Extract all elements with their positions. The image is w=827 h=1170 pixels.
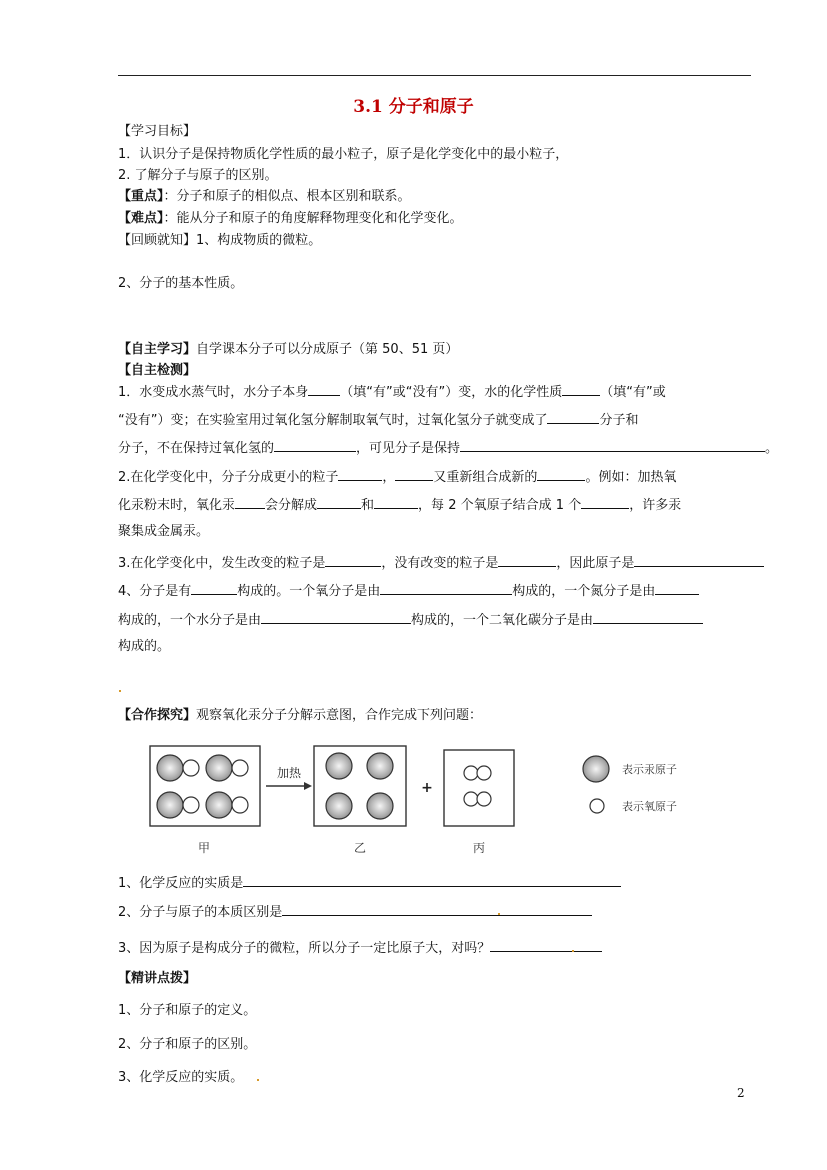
jingjiang-point-2: 2、分子和原子的区别。 (118, 1037, 257, 1052)
jingjiang-point-1: 1、分子和原子的定义。 (118, 1003, 257, 1018)
page-title: 3.1 分子和原子 (353, 97, 474, 117)
arrow-head (304, 782, 312, 790)
label-yi: 乙 (353, 841, 367, 855)
legend-oxygen-label: 表示氧原子 (622, 800, 677, 813)
q2-text-k: 1 (555, 498, 565, 513)
self-study-text: 自学课本分子可以分成原子（第 50、51 页） (196, 342, 459, 357)
q4-text-e: 构成的，一个二氧化碳分子是由 (411, 613, 594, 628)
q1-text-a: 1．水变成水蒸气时，水分子本身 (118, 385, 309, 400)
plus-sign: + (421, 780, 433, 796)
label-jia: 甲 (197, 841, 211, 855)
mercury-atom (206, 792, 232, 818)
arrow-label: 加热 (276, 766, 302, 780)
q1-text-h: 。 (765, 441, 779, 456)
q4-text-c: 构成的，一个氮分子是由 (512, 584, 656, 599)
stray-dot (498, 913, 500, 915)
q4-text-b: 构成的。一个氧分子是由 (237, 584, 381, 599)
mercury-atom (157, 792, 183, 818)
key-text: ：分子和原子的相似点、根本区别和联系。 (163, 189, 411, 204)
q1-text-f: 分子，不在保持过氧化氢的 (118, 441, 275, 456)
coop-q1-text: 1、化学反应的实质是 (118, 876, 244, 891)
page-number: 2 (737, 1086, 745, 1100)
coop-q3 (118, 938, 602, 958)
q1-text-b: （填“有”或“没有”）变，水的化学性质 (340, 385, 563, 400)
jingjiang-heading: 【精讲点拨】 (118, 971, 197, 986)
review-label: 【回顾就知】 (118, 233, 197, 248)
mercury-atom (367, 753, 393, 779)
q2-text-m: ，许多汞 (629, 498, 682, 513)
coop-q2 (118, 902, 592, 922)
box-bing (444, 750, 514, 826)
q2-text-e: 化汞粉末时，氧化汞 (118, 498, 236, 513)
q2-text-j: 个氧原子结合成 (460, 498, 552, 513)
q3-text-a: 3.在化学变化中，发生改变的粒子是 (118, 556, 326, 571)
self-study-label: 【自主学习】 (118, 342, 197, 357)
mercury-atom (326, 753, 352, 779)
coop-q2-text: 2、分子与原子的本质区别是 (118, 905, 283, 920)
objective-1: 1．认识分子是保持物质化学性质的最小粒子，原子是化学变化中的最小粒子， (118, 147, 569, 162)
q1-text-e: 分子和 (599, 413, 639, 428)
objective-2: 2. 了解分子与原子的区别。 (118, 168, 278, 183)
label-bing: 丙 (472, 841, 486, 855)
q4-line-3: 构成的。 (118, 639, 171, 654)
q2-text-d: 。例如：加热氧 (585, 470, 677, 485)
coop-text: 观察氧化汞分子分解示意图，合作完成下列问题： (196, 708, 483, 723)
oxygen-atom (464, 792, 478, 806)
q1-text-g: ，可见分子是保持 (356, 441, 461, 456)
oxygen-atom (464, 766, 478, 780)
legend-oxygen-icon (590, 799, 604, 813)
review-text: 1、构成物质的微粒。 (196, 233, 322, 248)
q3-text-c: ，因此原子是 (556, 556, 635, 571)
mercury-atom (157, 755, 183, 781)
legend-mercury-icon (583, 756, 609, 782)
mercury-atom (326, 793, 352, 819)
q1-text-c: （填“有”或 (600, 385, 666, 400)
q2-text-h: ，每 (418, 498, 445, 513)
blank[interactable] (243, 873, 621, 887)
key-label: 【重点】 (118, 189, 164, 204)
difficult-text: ：能从分子和原子的角度解释物理变化和化学变化。 (163, 211, 463, 226)
coop-label: 【合作探究】 (118, 708, 197, 723)
q4-text-d: 构成的，一个水分子是由 (118, 613, 262, 628)
jingjiang-point-3: 3、化学反应的实质。 (118, 1070, 244, 1085)
q2-text-i: 2 (448, 498, 457, 513)
mercury-atom (367, 793, 393, 819)
q2-text-l: 个 (568, 498, 582, 513)
q2-text-b: ， (382, 470, 396, 485)
q2-text-f: 会分解成 (265, 498, 318, 513)
q2-text-g: 和 (361, 498, 375, 513)
mercury-atom (206, 755, 232, 781)
oxygen-atom (232, 760, 248, 776)
box-yi (314, 746, 406, 826)
oxygen-atom (232, 797, 248, 813)
self-check-heading: 【自主检测】 (118, 363, 197, 378)
coop-q3-text: 3、因为原子是构成分子的微粒，所以分子一定比原子大，对吗？ (118, 941, 491, 956)
legend-mercury-label: 表示汞原子 (622, 763, 677, 776)
blank[interactable] (490, 938, 602, 952)
objectives-heading: 【学习目标】 (118, 124, 197, 139)
blank[interactable] (282, 902, 592, 916)
q2-line-3: 聚集成金属汞。 (118, 524, 210, 539)
oxygen-atom (183, 760, 199, 776)
coop-q1 (118, 873, 621, 893)
q2-text-a: 2.在化学变化中，分子分成更小的粒子 (118, 470, 339, 485)
q4-text-a: 4、分子是有 (118, 584, 192, 599)
q3-text-b: ，没有改变的粒子是 (381, 556, 499, 571)
oxygen-atom (183, 797, 199, 813)
review-item-2: 2、分子的基本性质。 (118, 276, 244, 291)
oxygen-atom (477, 766, 491, 780)
q1-text-d: “没有”）变；在实验室用过氧化氢分解制取氧气时，过氧化氢分子就变成了 (118, 413, 548, 428)
oxygen-atom (477, 792, 491, 806)
stray-dot (572, 950, 574, 952)
q2-text-c: 又重新组合成新的 (433, 470, 538, 485)
stray-dot (257, 1079, 259, 1081)
difficult-label: 【难点】 (118, 211, 164, 226)
